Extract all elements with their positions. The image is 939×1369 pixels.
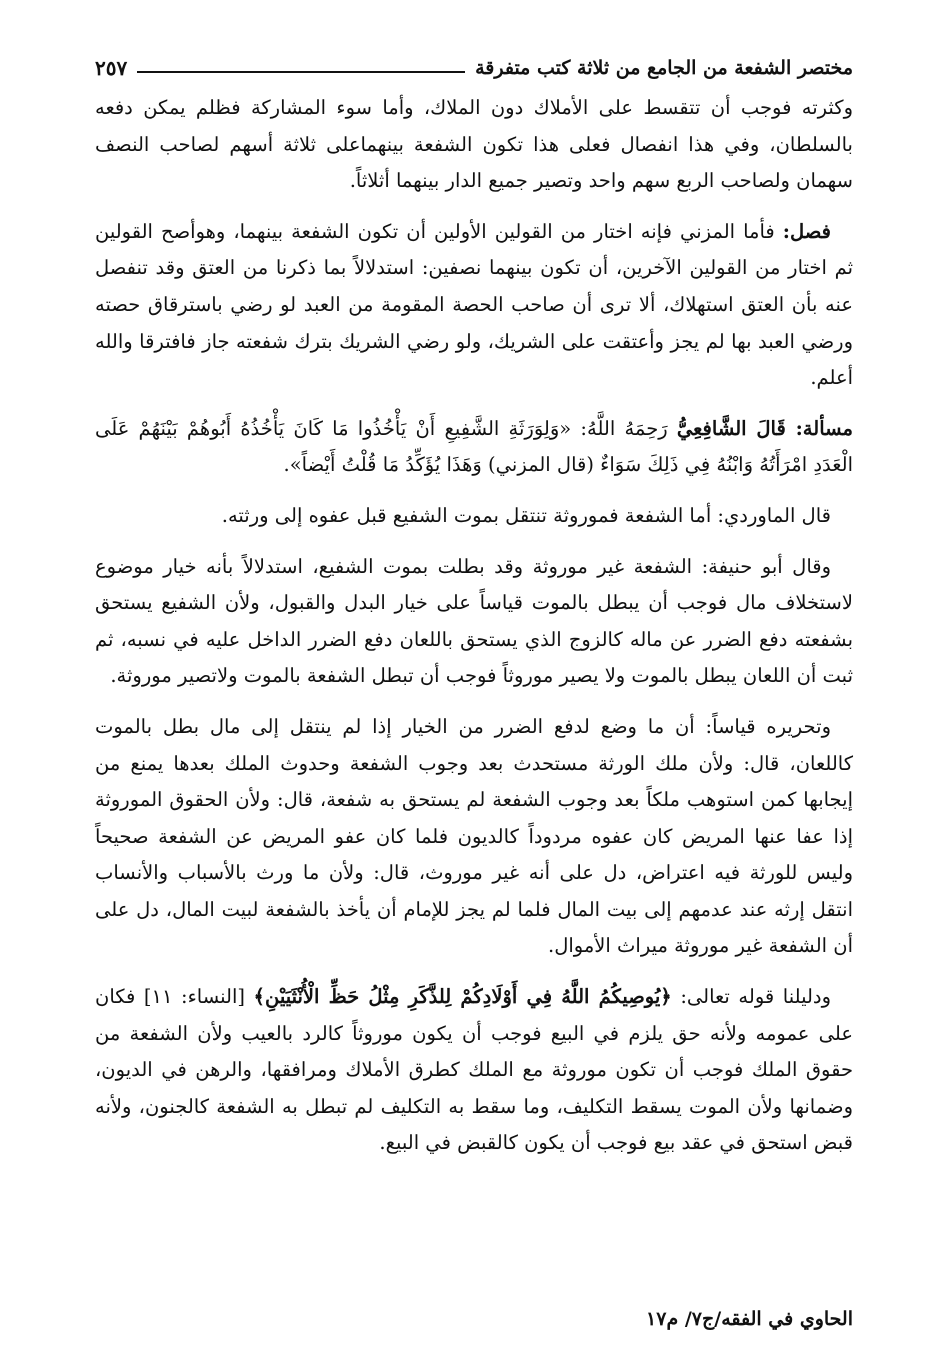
section-label-fasl: فصل: — [782, 219, 831, 243]
running-title: مختصر الشفعة من الجامع من ثلاثة كتب متفرقة — [475, 57, 853, 79]
paragraph-7-text: [النساء: ١١] فكان على عمومه ولأنه حق يلزم في البيع فوجب أن يكون موروثاً كالرد بالعيب ولأن الشفعة من حقوق الملك فوجب أن تكون موروثة مع الملك كطرق الأملاك ومرافقها، والرهن في الديون، وضمانها ولأن الموت يسقط التكليف، وما سقط به التكليف لم تبطل به الشفعة كالجنون، ولأنه قبض استحق في عقد بيع فوجب أن يكون كالقبض في البيع. — [95, 985, 853, 1155]
page-footer: الحاوي في الفقه/ج٧/ م١٧ — [646, 1308, 853, 1330]
paragraph-7 — [95, 979, 853, 1162]
book-page — [95, 50, 853, 1330]
paragraph-4-text: قال الماوردي: أما الشفعة فموروثة تنتقل بموت الشفيع قبل عفوه إلى ورثته. — [221, 503, 831, 527]
paragraph-3-text: رَحِمَهُ اللَّهُ: «وَلِوَرَثَةِ الشَّفِيعِ أَنْ يَأْخُذُوا مَا كَانَ يَأْخُذُهُ أَبُوهُمْ بَيْنَهُمْ عَلَى الْعَدَدِ امْرَأَتُهُ وَابْنُهُ فِي ذَلِكَ سَوَاءٌ (قال المزني) وَهَذَا يُؤَكِّدُ مَا قُلْتُ أَيْضاً». — [95, 416, 853, 477]
paragraph-6-text: وتحريره قياساً: أن ما وضع لدفع الضرر من الخيار إذا لم ينتقل إلى مال بطل بالموت كاللعان، قال: ولأن ملك الورثة مستحدث بعد وجوب الشفعة وحدوث الملك بعدها يمنع من إيجابها كمن استوهب ملكاً بعد وجوب الشفعة لم يستحق به شفعة، قال: ولأن الحقوق الموروثة إذا عفا عنها المريض كان عفوه مردوداً كالديون فلما كان عفو المريض عن الشفعة صحيحاً وليس للورثة فيه اعتراض، دل على أنه غير موروث، قال: ولأن ما ورث بالأسباب والأنساب انتقل إرثه عند عدمهم إلى بيت المال فلما لم يجز للإمام أن يأخذ بالشفعة لبيت المال، دل على أن الشفعة غير موروثة ميراث الأموال. — [95, 714, 853, 958]
page-number: ٢٥٧ — [95, 56, 128, 80]
header-rule — [137, 71, 465, 73]
paragraph-1 — [95, 90, 853, 200]
running-header — [95, 50, 853, 86]
paragraph-7-lead: ودليلنا قوله تعالى: — [671, 985, 831, 1009]
paragraph-2 — [95, 214, 853, 397]
quran-verse: ﴿يُوصِيكُمُ اللَّهُ فِي أَوْلَادِكُمْ لِلذَّكَرِ مِثْلُ حَظِّ الْأُنْثَيَيْنِ﴾ — [253, 985, 672, 1009]
paragraph-5 — [95, 549, 853, 695]
paragraph-5-text: وقال أبو حنيفة: الشفعة غير موروثة وقد بطلت بموت الشفيع، استدلالاً بأنه خيار موضوع لاستخلاف مال فوجب أن يبطل بالموت قياساً على خيار البدل والقبول، ولأن الشفيع يستحق بشفعته دفع الضرر عن ماله كالزوج الذي يستحق باللعان دفع الضرر الداخل عليه في نسبه، ثم ثبت أن اللعان يبطل بالموت ولا يصير موروثاً فوجب أن تبطل الشفعة بالموت ولاتصير موروثة. — [95, 554, 853, 688]
paragraph-2-text: فأما المزني فإنه اختار من القولين الأولين أن تكون الشفعة بينهما، وهوأصح القولين ثم اختار من القولين الآخرين، أن تكون بينهما نصفين: استدلالاً بما ذكرنا من العتق وقد تنفصل عنه بأن العتق استهلاك، ألا ترى أن صاحب الحصة المقومة من العبد لو رضي باسترقاق حصته ورضي العبد بها لم يجز وأعتقت على الشريك، ولو رضي الشريك بترك شفعته جاز فافترقا والله أعلم. — [95, 219, 853, 390]
masala-label: مسألة: قَالَ الشَّافِعِيُّ — [676, 416, 853, 440]
paragraph-6 — [95, 709, 853, 965]
paragraph-1-text: وكثرته فوجب أن تتقسط على الأملاك دون الملاك، وأما سوء المشاركة فظلم يمكن دفعه بالسلطان، وفي هذا انفصال فعلى هذا تكون الشفعة بينهماعلى ثلاثة أسهم لصاحب النصف سهمان ولصاحب الربع سهم واحد وتصير جميع الدار بينهما أثلاثاً. — [95, 96, 853, 193]
paragraph-3 — [95, 411, 853, 484]
paragraph-4 — [95, 498, 853, 535]
